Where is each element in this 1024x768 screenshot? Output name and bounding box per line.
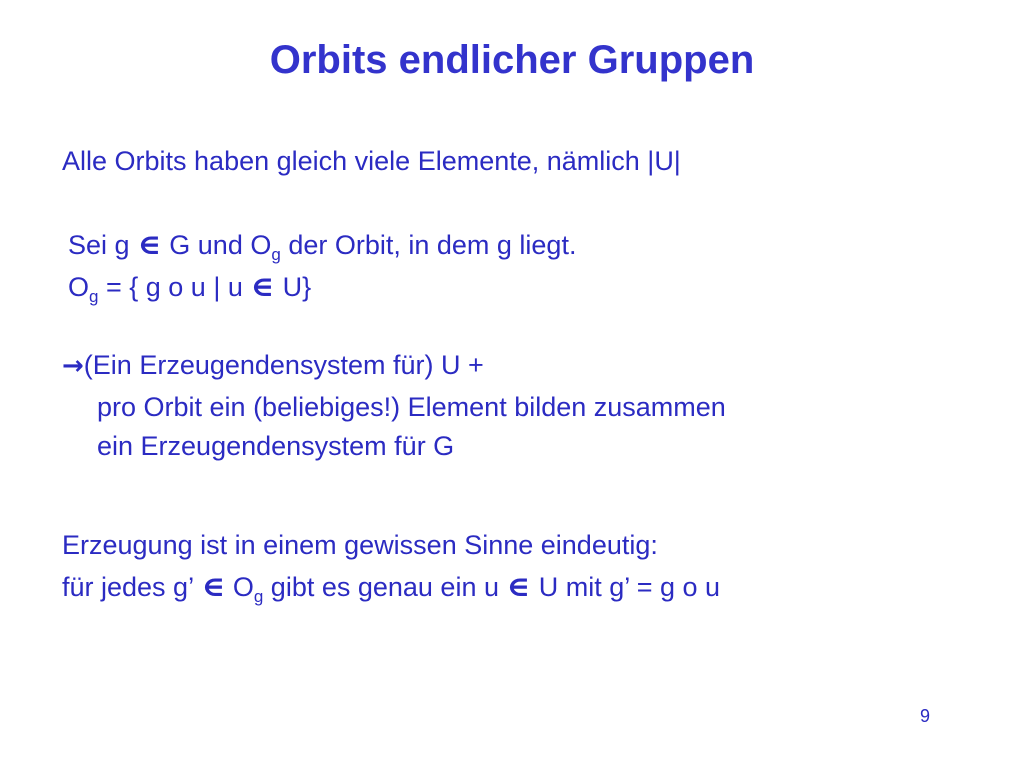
subscript: g	[271, 245, 281, 264]
page-number: 9	[920, 706, 931, 726]
text-segment: U mit g’ = g o u	[531, 572, 721, 602]
text-segment: G und O	[161, 230, 272, 260]
text-line-2	[68, 228, 576, 265]
text-segment: = { g o u | u	[98, 272, 251, 302]
text-line-3	[68, 270, 311, 307]
text-line-8	[62, 570, 720, 607]
subscript: g	[89, 287, 99, 306]
text-segment: gibt es genau ein u	[263, 572, 507, 602]
text-segment: O	[225, 572, 254, 602]
text-line-6: ein Erzeugendensystem für G	[97, 431, 455, 461]
text-segment: für jedes g’	[62, 572, 201, 602]
subscript: g	[253, 587, 264, 606]
text-line-5: pro Orbit ein (beliebiges!) Element bilden zusammen	[97, 392, 726, 422]
arrow-right-icon: →	[62, 351, 84, 381]
element-of-symbol: ∈	[250, 270, 275, 303]
text-line-1: Alle Orbits haben gleich viele Elemente, nämlich |U|	[62, 146, 681, 176]
text-segment: O	[68, 272, 90, 302]
text-segment: (Ein Erzeugendensystem für) U +	[83, 350, 484, 380]
element-of-symbol: ∈	[201, 570, 225, 603]
text-segment: der Orbit, in dem g liegt.	[280, 230, 577, 260]
text-segment: Sei g	[68, 230, 138, 260]
slide-title: Orbits endlicher Gruppen	[269, 38, 755, 82]
element-of-symbol: ∈	[137, 228, 162, 261]
text-line-7: Erzeugung ist in einem gewissen Sinne eindeutig:	[62, 530, 658, 560]
text-segment: U}	[275, 272, 312, 302]
element-of-symbol: ∈	[506, 570, 531, 603]
text-line-4	[62, 350, 484, 381]
